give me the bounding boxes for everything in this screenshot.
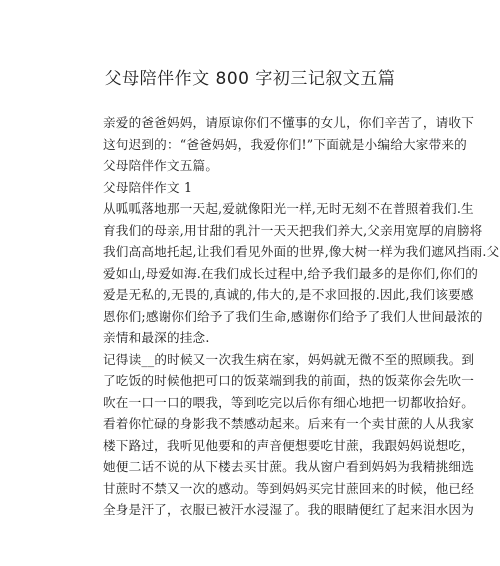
- text-line: 亲爱的爸爸妈妈，请原谅你们不懂事的女儿，你们辛苦了，请收下: [103, 115, 475, 130]
- text-line: 全身是汗了，衣服已被汗水浸湿了。我的眼睛便红了起来泪水因为: [103, 502, 475, 517]
- text-line: 我们高高地托起,让我们看见外面的世界,像大树一样为我们遮风挡雨.父: [103, 244, 500, 259]
- text-line: 记得读__的时候又一次我生病在家，妈妈就无微不至的照顾我。到: [103, 351, 475, 367]
- text-line: 亲情和最深的挂念.: [103, 330, 210, 345]
- text-line: 爱是无私的,无畏的,真诚的,伟大的,是不求回报的.因此,我们该要感: [103, 287, 474, 302]
- text-line: 甘蔗时不禁又一次的感动。等到妈妈买完甘蔗回来的时候，他已经: [103, 480, 475, 496]
- text-line: 了吃饭的时候他把可口的饭菜端到我的前面，热的饭菜你会先吹一: [103, 373, 475, 388]
- text-line: 育我们的母亲,用甘甜的乳汁一天天把我们养大,父亲用宽厚的肩膀将: [103, 222, 483, 238]
- document-body: [103, 112, 500, 521]
- text-line: 从呱呱落地那一天起,爱就像阳光一样,无时无刻不在普照着我们.生: [103, 201, 474, 216]
- text-line: 父母陪伴作文 1: [103, 179, 193, 195]
- text-line: 看着你忙碌的身影我不禁感动起来。后来有一个卖甘蔗的人从我家: [103, 416, 475, 431]
- text-line: 父母陪伴作文五篇。: [103, 158, 219, 173]
- text-line: 恩你们;感谢你们给予了我们生命,感谢你们给予了我们人世间最浓的: [103, 308, 483, 324]
- text-line: 楼下路过，我听见他要和的声音便想要吃甘蔗，我跟妈妈说想吃，: [103, 437, 475, 453]
- text-line: 她便二话不说的从下楼去买甘蔗。我从窗户看到妈妈为我精挑细选: [103, 459, 475, 474]
- text-line: 这句迟到的：“爸爸妈妈，我爱你们!”下面就是小编给大家带来的: [103, 136, 467, 152]
- text-line: 爱如山,母爱如海.在我们成长过程中,给予我们最多的是你们,你们的: [103, 265, 479, 281]
- document-title: 父母陪伴作文 800 字初三记叙文五篇: [104, 69, 396, 89]
- text-line: 吹在一口一口的喂我，等到吃完以后你有细心地把一切都收拾好。: [103, 394, 475, 410]
